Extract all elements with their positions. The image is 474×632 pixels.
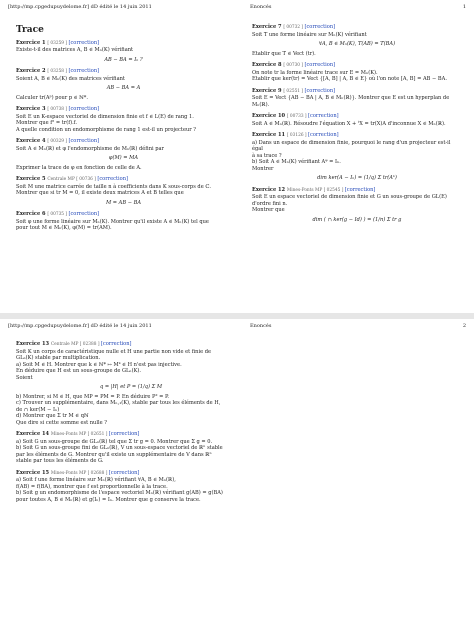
exercise-text: pour tout M ∈ Mₙ(K), φ(M) = tr(AM).	[16, 225, 112, 231]
header-page-number: 2	[462, 323, 466, 329]
exercise-heading	[252, 187, 462, 195]
exercise-text: En déduire que H est un sous-groupe de GLₙ(K).	[16, 368, 142, 374]
exercise	[16, 138, 231, 171]
exercise	[16, 341, 246, 426]
exercise-equation: φ(M) = MA	[108, 155, 139, 161]
page-2	[0, 319, 474, 632]
exercise-heading	[16, 470, 246, 478]
exercise-label: Exercice 9	[252, 87, 284, 94]
exercise-equation: M = AB − BA	[105, 199, 142, 206]
exercise-text: stable par tous les éléments de G.	[16, 458, 104, 464]
exercise	[252, 132, 462, 182]
header-section: Enoncés	[250, 4, 272, 10]
exercise-meta: Mines-Ponts MP [ 02688 ]	[50, 470, 109, 476]
correction-link[interactable]: [correction]	[68, 106, 100, 112]
exercise-label: Exercice 1	[16, 39, 48, 46]
exercise-meta: [ 03126 ]	[286, 133, 308, 138]
exercise-heading	[252, 24, 462, 32]
exercise-equation: dim ( ∩ ker(g − Id) ) = (1/n) Σ tr g	[312, 216, 402, 223]
exercise-heading	[16, 341, 246, 349]
correction-link[interactable]: [correction]	[304, 24, 336, 30]
exercise-equation: AB − BA = Iₙ ?	[104, 56, 143, 63]
exercise-text: Soit T une forme linéaire sur Mₙ(K) vérifiant	[252, 31, 367, 38]
header-page-number: 1	[462, 4, 466, 10]
exercise-label: Exercice 11	[252, 132, 287, 138]
exercise-text: a) Dans un espace de dimension finie, pourquoi le rang d'un projecteur est-il égal	[252, 139, 451, 152]
exercise-meta: [ 00738 ]	[47, 107, 69, 112]
exercise	[252, 187, 462, 224]
exercise-text: Soit K un corps de caractéristique nulle et H une partie non vide et finie de	[16, 348, 211, 355]
exercise-text: A quelle condition un endomorphisme de rang 1 est-il un projecteur ?	[16, 126, 197, 133]
exercise-label: Exercice 4	[16, 138, 48, 144]
exercise	[16, 211, 231, 232]
exercise-label: Exercice 7	[252, 24, 284, 30]
exercise-text: pour toutes A, B ∈ Mₙ(ℝ) et g(Iₙ) = Iₙ. Montrer que g conserve la trace.	[16, 496, 201, 503]
exercise-meta: [ 03258 ]	[47, 69, 69, 74]
exercise	[16, 68, 231, 101]
exercise-equation: ∀A, B ∈ Mₙ(K), T(AB) = T(BA)	[318, 41, 396, 47]
exercise-label: Exercice 10	[252, 113, 287, 119]
exercise-heading	[252, 132, 462, 140]
exercise-heading	[16, 211, 231, 219]
exercise-meta: Mines-Ponts MP [ 02545 ]	[286, 187, 345, 193]
exercise	[16, 431, 246, 465]
exercise	[252, 88, 462, 109]
exercise-heading	[16, 431, 246, 439]
exercise-meta: Centrale MP [ 02388 ]	[50, 342, 101, 347]
exercise-text: Montrer	[252, 165, 274, 172]
exercise-label: Exercice 14	[16, 431, 51, 437]
page2-column	[16, 341, 246, 508]
exercise-meta: [ 00733 ]	[286, 114, 308, 119]
exercise-text: Existe-t-il des matrices A, B ∈ Mₙ(K) vérifiant	[16, 47, 134, 53]
exercise-meta: [ 00732 ]	[283, 25, 305, 30]
exercise-text: Soit E = Vect {AB − BA | A, B ∈ Mₙ(ℝ)}. Montrer que E est un hyperplan de Mₙ(ℝ).	[252, 95, 450, 108]
exercise-text: Que dire si cette somme est nulle ?	[16, 419, 107, 426]
exercise-heading	[252, 62, 462, 70]
exercise-text: b) Montrer, si M ∈ H, que MP = PM = P. En déduire P² = P.	[16, 393, 170, 400]
exercise-meta: [ 00329 ]	[47, 139, 69, 144]
exercise-text: d) Montrer que Σ tr M ∈ qℕ	[16, 413, 89, 419]
exercise-label: Exercice 5	[16, 176, 48, 182]
exercise-text: Soient A, B ∈ Mₙ(K) des matrices vérifiant	[16, 75, 125, 82]
exercise	[16, 40, 231, 64]
exercise-text: Soient	[16, 374, 33, 381]
header-site[interactable]: [http://mp.cpgedupuydelome.fr] dD édité le 14 juin 2011	[8, 4, 152, 10]
exercise	[16, 470, 246, 504]
exercise-text: Soit A ∈ Mₙ(ℝ). Résoudre l'équation X + ᵗX = tr(X)A d'inconnue X ∈ Mₙ(ℝ).	[252, 120, 446, 127]
exercise-text: Calculer tr(Aᵖ) pour p ∈ ℕ*.	[16, 94, 88, 101]
correction-link[interactable]: [correction]	[307, 132, 339, 138]
exercise-equation: dim ker(A − Iₙ) = (1/q) Σ tr(Aᵏ)	[317, 175, 397, 181]
page-1	[0, 0, 474, 313]
correction-link[interactable]: [correction]	[68, 68, 100, 74]
correction-link[interactable]: [correction]	[68, 138, 100, 144]
exercise-meta: [ 00730 ]	[283, 63, 305, 68]
correction-link[interactable]: [correction]	[304, 62, 336, 68]
exercise-meta: [ 03259 ]	[47, 40, 69, 46]
correction-link[interactable]: [correction]	[108, 431, 140, 437]
exercise-text: Soit A ∈ Mₙ(ℝ) et φ l'endomorphisme de Mₙ(ℝ) défini par	[16, 145, 164, 152]
exercise-meta: Mines-Ponts MP [ 02651 ]	[50, 432, 109, 437]
exercise-text: Soit E un K-espace vectoriel de dimension finie et f ∈ L(E) de rang 1.	[16, 113, 194, 120]
exercise-heading	[252, 113, 462, 121]
correction-link[interactable]: [correction]	[68, 39, 100, 46]
correction-link[interactable]: [correction]	[100, 341, 132, 347]
exercise-text: a) Soit f une forme linéaire sur Mₙ(ℝ) vérifiant ∀A, B ∈ Mₙ(ℝ),	[16, 477, 176, 483]
correction-link[interactable]: [correction]	[344, 186, 376, 193]
exercise	[252, 113, 462, 127]
exercise-label: Exercice 12	[252, 186, 287, 193]
exercise-meta: [ 00735 ]	[47, 212, 69, 217]
exercise-heading	[16, 106, 231, 114]
exercise-text: b) Soit A ∈ Mₙ(K) vérifiant Aᵠ = Iₙ.	[252, 159, 341, 165]
exercise-text: de ∩ ker(M − Iₙ)	[16, 406, 60, 413]
exercise-text: b) Soit g un endomorphisme de l'espace vectoriel Mₙ(ℝ) vérifiant g(AB) = g(BA)	[16, 490, 223, 496]
exercise-text: Montrer que f² = tr(f).f.	[16, 120, 78, 126]
exercise-label: Exercice 3	[16, 106, 48, 112]
correction-link[interactable]: [correction]	[97, 176, 128, 182]
exercise-text: Etablir que ker(tr) = Vect {[A, B] | A, B ∈ E} où l'on note [A, B] = AB − BA.	[252, 76, 447, 82]
exercise-text: f(AB) = f(BA), montrer que f est proportionnelle à la trace.	[16, 483, 168, 490]
correction-link[interactable]: [correction]	[108, 469, 140, 476]
exercise-heading	[16, 68, 231, 76]
page1-left-column	[16, 24, 231, 237]
exercise-text: b) Soit G un sous-groupe fini de GLₙ(ℝ), V un sous-espace vectoriel de ℝⁿ stable	[16, 445, 223, 451]
exercise-text: d'ordre fini n.	[252, 200, 288, 207]
exercise-meta: Centrale MP [ 00736 ]	[47, 177, 98, 182]
exercise-text: Montrer que	[252, 207, 285, 213]
exercise-text: a) Soit M ∈ H. Montrer que k ∈ ℕ* ↦ Mᵏ ∈ H n'est pas injective.	[16, 361, 182, 368]
exercise-text: Etablir que T ∈ Vect (tr).	[252, 50, 316, 57]
exercise-label: Exercice 6	[16, 211, 48, 217]
exercise-text: Montrer que si tr M = 0, il existe deux matrices A et B telles que	[16, 190, 184, 196]
exercise-text: Exprimer la trace de φ en fonction de celle de A.	[16, 164, 142, 171]
exercise-text: Soit M une matrice carrée de taille n à coefficients dans K sous-corps de ℂ.	[16, 183, 211, 190]
header-site[interactable]: [http://mp.cpgedupuydelome.fr] dD édité le 14 juin 2011	[8, 323, 152, 329]
exercise-label: Exercice 15	[16, 469, 51, 476]
exercise	[16, 176, 231, 206]
exercise-equation: q = |H| et P = (1/q) Σ M	[99, 384, 163, 390]
exercise-text: Soit φ une forme linéaire sur Mₙ(K). Montrer qu'il existe A ∈ Mₙ(K) tel que	[16, 218, 209, 225]
exercise-heading	[16, 40, 231, 48]
correction-link[interactable]: [correction]	[307, 113, 339, 119]
page-header	[8, 323, 466, 332]
exercise-label: Exercice 8	[252, 62, 284, 68]
exercise-label: Exercice 2	[16, 68, 48, 74]
exercise-text: Soit E un espace vectoriel de dimension finie et G un sous-groupe de GL(E)	[252, 194, 447, 200]
correction-link[interactable]: [correction]	[304, 87, 336, 94]
exercise-heading	[16, 176, 231, 184]
exercise	[252, 62, 462, 83]
document-title: Trace	[16, 25, 44, 35]
exercise-text: On note tr la forme linéaire trace sur E = Mₙ(K).	[252, 69, 378, 76]
header-section: Enoncés	[250, 323, 272, 329]
exercise-text: c) Trouver un supplémentaire, dans Mₙ,₁(K), stable par tous les éléments de H,	[16, 400, 221, 406]
page1-right-column	[252, 24, 462, 228]
exercise-equation: AB − BA = A	[106, 85, 141, 91]
exercise-label: Exercice 13	[16, 341, 51, 347]
exercise-text: à sa trace ?	[252, 152, 282, 159]
page-header	[8, 4, 466, 13]
exercise-heading	[16, 138, 231, 146]
exercise-text: a) Soit G un sous-groupe de GLₙ(ℝ) tel que Σ tr g = 0. Montrer que Σ g = 0.	[16, 438, 213, 445]
correction-link[interactable]: [correction]	[68, 211, 100, 217]
exercise	[16, 106, 231, 133]
exercise-text: GLₙ(K) stable par multiplication.	[16, 355, 101, 361]
exercise-text: par les éléments de G. Montrer qu'il existe un supplémentaire de V dans ℝⁿ	[16, 451, 212, 458]
exercise-heading	[252, 88, 462, 96]
exercise-meta: [ 02551 ]	[283, 88, 305, 94]
exercise	[252, 24, 462, 57]
